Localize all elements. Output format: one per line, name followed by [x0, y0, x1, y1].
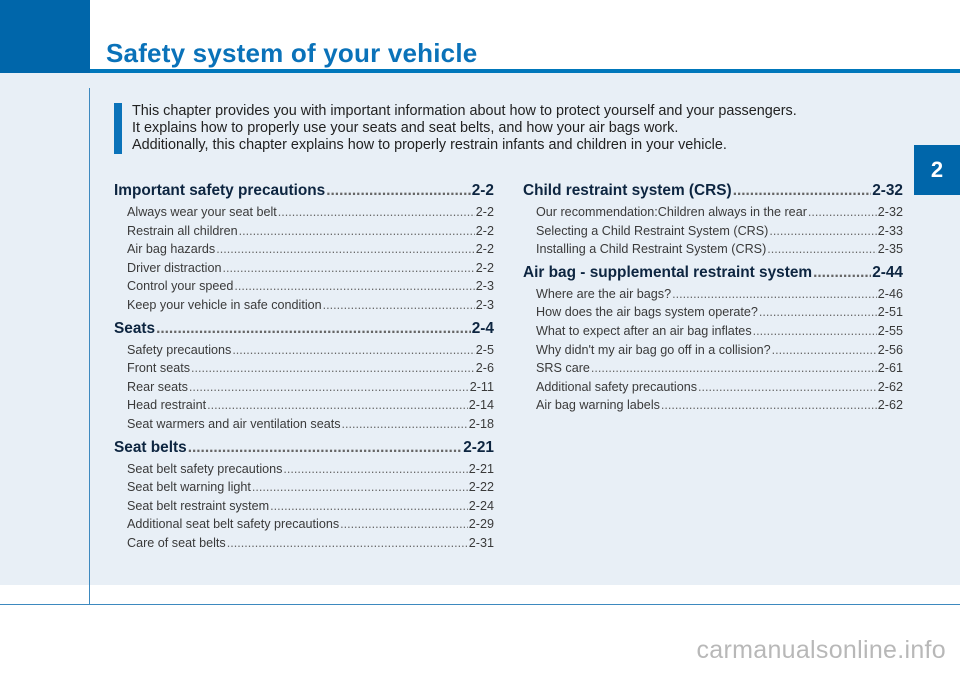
toc-item[interactable]	[114, 296, 494, 315]
dot-leader	[191, 359, 475, 378]
toc-item[interactable]	[523, 285, 903, 304]
toc-item-page: 2-5	[475, 342, 494, 357]
toc-item-title: Additional seat belt safety precautions	[127, 517, 340, 532]
toc-item-page: 2-55	[877, 323, 903, 338]
chapter-tab[interactable]: 2	[914, 145, 960, 195]
toc-item[interactable]	[523, 359, 903, 378]
toc-item-page: 2-62	[877, 379, 903, 394]
toc-item[interactable]	[523, 378, 903, 397]
toc-item[interactable]	[114, 478, 494, 497]
toc-section[interactable]	[114, 435, 494, 460]
toc-item-page: 2-3	[475, 297, 494, 312]
footer-line	[0, 604, 960, 605]
dot-leader	[767, 240, 877, 259]
toc-item-title: Restrain all children	[127, 223, 238, 238]
toc-item-page: 2-2	[475, 242, 494, 257]
toc-item[interactable]	[114, 497, 494, 516]
toc-item-page: 2-14	[468, 398, 494, 413]
toc-item[interactable]	[114, 359, 494, 378]
toc-item[interactable]	[523, 322, 903, 341]
dot-leader	[234, 277, 474, 296]
toc-item-title: Seat belt restraint system	[127, 498, 270, 513]
dot-leader	[222, 259, 474, 278]
dot-leader	[252, 478, 468, 497]
toc-item-page: 2-24	[468, 498, 494, 513]
dot-leader	[759, 303, 877, 322]
margin-line	[89, 88, 90, 604]
toc-section[interactable]	[523, 260, 903, 285]
toc-item-title: Head restraint	[127, 398, 207, 413]
dot-leader	[189, 378, 469, 397]
toc-item-title: Care of seat belts	[127, 535, 226, 550]
toc-item-title: Keep your vehicle in safe condition	[127, 297, 322, 312]
dot-leader	[239, 222, 475, 241]
toc-item-title: Where are the air bags?	[536, 286, 672, 301]
toc-item[interactable]	[523, 203, 903, 222]
dot-leader	[270, 497, 468, 516]
toc-item[interactable]	[114, 240, 494, 259]
toc-item[interactable]	[114, 460, 494, 479]
toc-item[interactable]	[114, 534, 494, 553]
toc-section[interactable]	[114, 178, 494, 203]
toc-item-page: 2-11	[469, 379, 494, 394]
toc-section-title: Seat belts	[114, 438, 187, 456]
intro-line: This chapter provides you with important information about how to protect yourself and your passengers.	[132, 103, 797, 119]
dot-leader	[591, 359, 877, 378]
dot-leader	[188, 435, 462, 460]
dot-leader	[753, 322, 877, 341]
toc-item-title: Rear seats	[127, 379, 188, 394]
toc-item-page: 2-31	[468, 535, 494, 550]
dot-leader	[207, 396, 468, 415]
toc-item-page: 2-22	[468, 480, 494, 495]
toc-item-page: 2-3	[475, 279, 494, 294]
dot-leader	[772, 341, 877, 360]
toc-column-left	[114, 178, 494, 554]
toc-item[interactable]	[114, 415, 494, 434]
toc-item-title: What to expect after an air bag inflates	[536, 323, 752, 338]
toc-item-title: SRS care	[536, 361, 590, 376]
toc-item-title: Front seats	[127, 361, 190, 376]
dot-leader	[232, 341, 474, 360]
toc-item-page: 2-33	[877, 223, 903, 238]
toc-item-page: 2-32	[877, 205, 903, 219]
toc-item[interactable]	[523, 222, 903, 241]
toc-item[interactable]	[523, 240, 903, 259]
toc-section-title: Air bag - supplemental restraint system	[523, 263, 813, 281]
dot-leader	[813, 260, 871, 285]
toc-column-right	[523, 178, 903, 416]
toc-section-title: Important safety precautions	[114, 182, 326, 199]
dot-leader	[661, 396, 877, 415]
toc-section[interactable]	[114, 316, 494, 341]
toc-item-page: 2-21	[468, 461, 494, 476]
toc-section-page: 2-4	[471, 319, 494, 337]
dot-leader	[278, 203, 475, 222]
toc-item-title: Seat warmers and air ventilation seats	[127, 416, 341, 431]
toc-item[interactable]	[523, 396, 903, 415]
dot-leader	[340, 515, 468, 534]
dot-leader	[227, 534, 468, 553]
intro-line: It explains how to properly use your seats and seat belts, and how your air bags work.	[132, 120, 679, 136]
toc-item-page: 2-46	[877, 286, 903, 301]
intro-line: Additionally, this chapter explains how to properly restrain infants and children in your vehicle.	[132, 137, 727, 153]
dot-leader	[326, 178, 471, 203]
toc-item[interactable]	[523, 303, 903, 322]
toc-item-page: 2-2	[475, 205, 494, 219]
toc-item-page: 2-56	[877, 342, 903, 357]
dot-leader	[733, 178, 872, 203]
toc-item-page: 2-62	[877, 398, 903, 413]
toc-item-page: 2-61	[877, 361, 903, 376]
toc-item[interactable]	[114, 259, 494, 278]
toc-section-page: 2-2	[471, 182, 494, 199]
dot-leader	[216, 240, 475, 259]
toc-item[interactable]	[523, 341, 903, 360]
toc-item-title: Seat belt safety precautions	[127, 461, 283, 476]
dot-leader	[672, 285, 877, 304]
toc-item[interactable]	[114, 396, 494, 415]
toc-item-page: 2-29	[468, 517, 494, 532]
toc-item-page: 2-51	[877, 305, 903, 320]
dot-leader	[156, 316, 471, 341]
toc-item-title: Additional safety precautions	[536, 379, 698, 394]
toc-item-title: Control your speed	[127, 279, 234, 294]
toc-item-title: Why didn't my air bag go off in a collision?	[536, 342, 771, 357]
toc-section-page: 2-44	[872, 263, 903, 281]
watermark: carmanualsonline.info	[696, 636, 946, 664]
toc-section-page: 2-32	[872, 182, 903, 199]
toc-item-title: Installing a Child Restraint System (CRS)	[536, 242, 767, 257]
toc-item-title: Air bag hazards	[127, 242, 216, 257]
page-title: Safety system of your vehicle	[106, 38, 478, 68]
chapter-intro	[114, 103, 922, 154]
dot-leader	[323, 296, 475, 315]
toc-item-title: Selecting a Child Restraint System (CRS)	[536, 223, 769, 238]
toc-item-title: Our recommendation:Children always in the rear	[536, 205, 807, 219]
toc-section-title: Child restraint system (CRS)	[523, 182, 732, 199]
toc-item[interactable]	[114, 515, 494, 534]
dot-leader	[342, 415, 468, 434]
toc-item[interactable]	[114, 277, 494, 296]
toc-item-title: Always wear your seat belt	[127, 205, 277, 219]
dot-leader	[698, 378, 877, 397]
toc-item-title: Safety precautions	[127, 342, 232, 357]
toc-item[interactable]	[114, 341, 494, 360]
toc-item[interactable]	[114, 378, 494, 397]
toc-item-title: How does the air bags system operate?	[536, 305, 758, 320]
toc-item-title: Air bag warning labels	[536, 398, 660, 413]
toc-item-page: 2-6	[475, 361, 494, 376]
toc-item-page: 2-18	[468, 416, 494, 431]
dot-leader	[808, 203, 877, 222]
toc-item-page: 2-35	[877, 242, 903, 257]
toc-section[interactable]	[523, 178, 903, 203]
dot-leader	[769, 222, 876, 241]
toc-item-title: Seat belt warning light	[127, 480, 251, 495]
toc-item[interactable]	[114, 203, 494, 222]
toc-item[interactable]	[114, 222, 494, 241]
dot-leader	[283, 460, 467, 479]
toc-item-page: 2-2	[475, 260, 494, 275]
toc-item-page: 2-2	[475, 223, 494, 238]
toc-section-page: 2-21	[463, 438, 494, 456]
toc-item-title: Driver distraction	[127, 260, 222, 275]
toc-section-title: Seats	[114, 319, 156, 337]
